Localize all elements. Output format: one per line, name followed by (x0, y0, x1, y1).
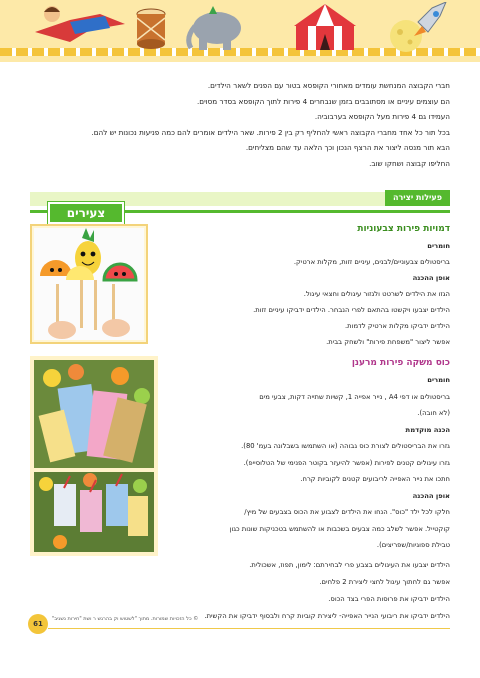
final-line: אפשר גם לחתוך עיגול לחצי ליצירת 2 פלחים. (319, 578, 450, 586)
elephant-illustration (183, 2, 247, 52)
step-text: הילדים ידביקו מקלות ארטיק לדמות. (345, 322, 450, 330)
step-text: טבילת ספוגיות/שפריצים). (376, 541, 450, 549)
intro-line: הם עוצמים עיניים או מסתובבים בזמן שנבחרים 4 פירות לתוך הקופסא בסדר מסוים. (197, 96, 450, 106)
fruit-cups-photo (30, 356, 158, 556)
prep-text: גזרו עיגולים קטנים לפירות (אפשר להיעזר בקוטר הפנימי של הטלוסייפ). (243, 458, 450, 467)
page-number: 61 (28, 614, 48, 634)
method-heading: אופן ההכנה (412, 491, 450, 500)
intro-line: חברי הקבוצה המנחשת עומדים מאחורי הקופסא בטור עם הפנים לשאר הילדים. (207, 81, 450, 90)
intro-line: העמידו גם 4 פירות מעל הקופסא בערבוביה. (314, 112, 450, 121)
fruit-puppets-photo (30, 224, 148, 344)
prep-text: חתכו את נייר האפייה לריבועים קטנים לקוביות קרח. (300, 475, 450, 483)
circus-tent-illustration (290, 2, 360, 52)
activity1-body (240, 238, 450, 350)
method-heading: אופן ההכנה (412, 274, 450, 282)
superhero-illustration (30, 2, 130, 52)
copyright-text: © כל הזכויות שמורות. מתוך "לשטוש וק בהרגש ר ושת "חירות נשגיב" (52, 616, 199, 622)
final-instructions (30, 557, 450, 625)
prep-text: גזרו את הבריסטולים לצורת כוס גבוהה (או השתמשו בשבלונה בעמ' 80). (241, 442, 450, 450)
step-text: הילדים יצבעו ויקשטו בהתאם לפרי הנבחר. הילדים ידביקו עיניים זזות. (253, 306, 450, 314)
intro-line: החליפו קבוצה ושחקו שוב. (369, 158, 450, 168)
age-group-label: צעירים (48, 202, 124, 224)
step-text: חלקו לכל ילד "כוס". הנחו את הילדים לצבוע את הכוס בצבעים של מיץ/ (244, 508, 450, 516)
materials-heading: חומרים (427, 242, 450, 250)
final-line: הילדים יצבעו את העיגולים בצבע פרי לבחירתם: לימון, תפוז, אשכולית. (249, 561, 450, 569)
materials-text: בריסטולים או דפי A4 , נייר אפייה 1, קשיות שתייה דקות, צבעי מים (259, 392, 450, 401)
activity2-title: כוס משקה פירות מרענן (351, 358, 450, 368)
activity1-title: דמויות פירות צבעוניות (357, 224, 450, 234)
materials-text: בריסטולים צבעוניים/לבנים, עיניים זזות, מקלות ארטיק. (293, 258, 450, 266)
prep-heading: הכנה מוקדמת (405, 425, 450, 434)
section-tab: פעילות יצירה (385, 190, 450, 206)
step-text: קוקטייל. אפשר לשלב כמה צבעים בשכבות או להשתמש בטכניקות שונות כגון (229, 524, 450, 533)
footer-divider (48, 628, 450, 629)
final-line: הילדים ידביקו את ריבועי הנייר האפייה- ליצירת קוביות קרח ולבסוף ידביקו את הקשית. (204, 612, 450, 620)
materials-heading: חומרים (427, 376, 450, 384)
intro-line: בכל תור כל אחד מחברי הקבוצה ראשי להחליף רק בין 2 פירות. שאר הילדים אומרים להם כמה פניעות נכונות יש להם. (91, 127, 450, 137)
rocket-moon-illustration (384, 2, 464, 54)
materials-text: (לא חובה). (417, 409, 450, 417)
drum-illustration (133, 2, 169, 52)
intro-instructions (30, 78, 450, 171)
final-line: הילדים ידביקו את פרוסות הפרי בצד הכוס. (328, 595, 450, 603)
step-text: הגזו את הילדים לשרטט ולגזור עיגולים וחצאי עיגול. (303, 290, 450, 298)
intro-line: הבא תור מנסה ליצור את הרצף הנכון וכך הלאה עד שהם מצליחים. (245, 143, 450, 152)
step-text: אפשר ליצור "משפחת פירות" ולשחק בבית. (326, 338, 450, 346)
activity2-body (180, 372, 450, 554)
